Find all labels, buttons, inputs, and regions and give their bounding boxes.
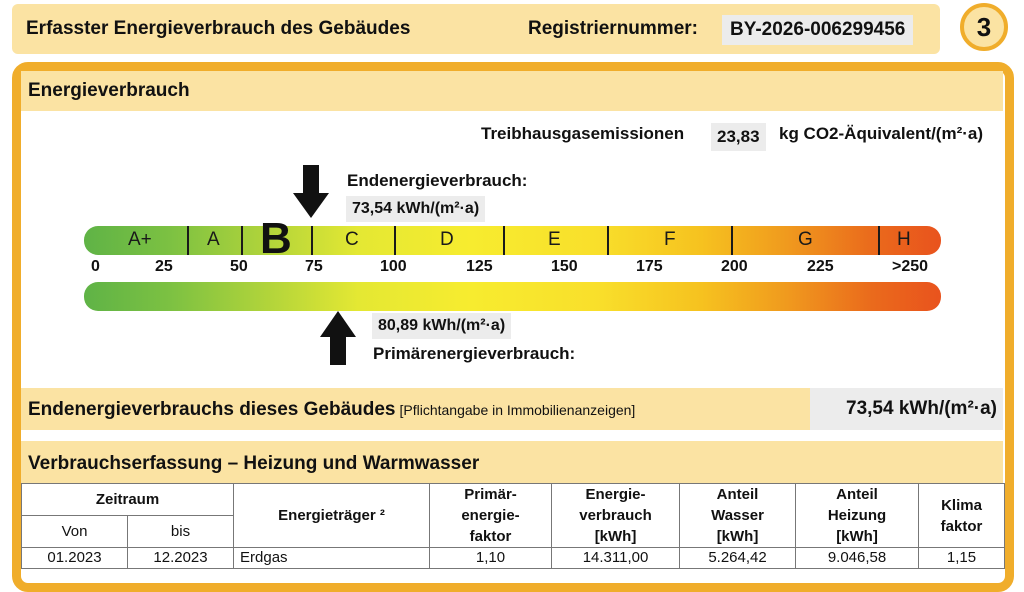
records-section-header — [21, 441, 1003, 483]
ghg-unit: kg CO2-Äquivalent/(m²·a) — [779, 124, 984, 143]
energy-section-header — [21, 71, 1003, 111]
column-header-heating — [796, 484, 919, 548]
scale-tick: 200 — [721, 258, 748, 275]
class-label-h: H — [897, 229, 911, 250]
header-line: Anteil — [716, 486, 759, 503]
scale-tick: 25 — [155, 258, 173, 275]
cell-carrier: Erdgas — [234, 548, 430, 569]
energy-section-title: Energieverbrauch — [28, 80, 190, 101]
cell-to: 12.2023 — [128, 548, 234, 569]
header-line: Primär- — [464, 486, 517, 503]
class-label-c: C — [345, 229, 359, 250]
cell-climate: 1,15 — [919, 548, 1005, 569]
header-line: Klima — [941, 496, 982, 514]
scale-tick: 0 — [91, 258, 100, 275]
scale-tick: 75 — [305, 258, 323, 275]
table-row — [22, 548, 1005, 569]
page-number-badge: 3 — [960, 3, 1008, 51]
class-label-f: F — [664, 229, 676, 250]
class-divider — [878, 226, 880, 255]
header-line: faktor — [469, 528, 512, 545]
class-label-g: G — [798, 229, 813, 250]
class-label-a: A — [207, 229, 220, 250]
class-divider — [607, 226, 609, 255]
cell-factor: 1,10 — [430, 548, 552, 569]
column-header-primary-factor — [430, 484, 552, 548]
final-energy-arrow-icon — [292, 165, 330, 219]
consumption-table — [21, 483, 1005, 569]
header-line: Heizung — [827, 507, 887, 524]
header-bar — [12, 4, 940, 54]
class-divider — [731, 226, 733, 255]
class-label-aplus: A+ — [128, 229, 152, 250]
primary-energy-value: 80,89 kWh/(m²·a) — [372, 313, 511, 339]
scale-tick: 225 — [807, 258, 834, 275]
class-divider — [241, 226, 243, 255]
column-header-climate — [919, 484, 1005, 548]
page-title: Erfasster Energieverbrauch des Gebäudes — [26, 18, 411, 39]
primary-energy-label: Primärenergieverbrauch: — [373, 344, 576, 363]
column-header-water — [680, 484, 796, 548]
primary-energy-bar — [84, 282, 941, 311]
column-header-to: bis — [128, 516, 234, 548]
registration-label: Registriernummer: — [528, 18, 698, 39]
ghg-value: 23,83 — [711, 123, 766, 151]
building-consumption-label: Endenergieverbrauchs dieses Gebäudes — [28, 399, 396, 420]
scale-tick: 125 — [466, 258, 493, 275]
cell-water: 5.264,42 — [680, 548, 796, 569]
header-line: [kWh] — [716, 528, 759, 545]
column-header-consumption — [552, 484, 680, 548]
building-consumption-note: [Pflichtangabe in Immobilienanzeigen] — [399, 402, 636, 418]
class-label-e: E — [548, 229, 561, 250]
header-line: faktor — [940, 517, 983, 535]
final-energy-value: 73,54 kWh/(m²·a) — [346, 196, 485, 222]
registration-number: BY-2026-006299456 — [722, 15, 913, 45]
header-line: Energie- — [585, 486, 646, 503]
cell-from: 01.2023 — [22, 548, 128, 569]
current-class-b: B — [260, 214, 292, 263]
scale-tick: >250 — [892, 258, 929, 275]
scale-tick: 50 — [230, 258, 248, 275]
header-line: [kWh] — [594, 528, 637, 545]
primary-energy-arrow-icon — [319, 311, 357, 365]
header-line: [kWh] — [836, 528, 878, 545]
building-consumption-value: 73,54 kWh/(m²·a) — [810, 388, 1003, 430]
cell-heating: 9.046,58 — [796, 548, 919, 569]
class-divider — [187, 226, 189, 255]
class-divider — [311, 226, 313, 255]
final-energy-label: Endenergieverbrauch: — [347, 171, 528, 190]
scale-tick: 175 — [636, 258, 663, 275]
column-header-carrier: Energieträger ² — [234, 484, 430, 548]
records-section-title: Verbrauchserfassung – Heizung und Warmwasser — [28, 453, 480, 474]
building-consumption-bar — [21, 388, 1003, 430]
scale-tick: 150 — [551, 258, 578, 275]
class-label-d: D — [440, 229, 454, 250]
column-header-period: Zeitraum — [22, 484, 234, 516]
scale-tick: 100 — [380, 258, 407, 275]
class-divider — [394, 226, 396, 255]
column-header-from: Von — [22, 516, 128, 548]
header-line: Anteil — [836, 486, 878, 503]
header-line: energie- — [461, 507, 520, 524]
header-line: verbrauch — [579, 507, 652, 524]
cell-consumption: 14.311,00 — [552, 548, 680, 569]
header-line: Wasser — [711, 507, 764, 524]
class-divider — [503, 226, 505, 255]
ghg-label: Treibhausgasemissionen — [481, 124, 685, 143]
